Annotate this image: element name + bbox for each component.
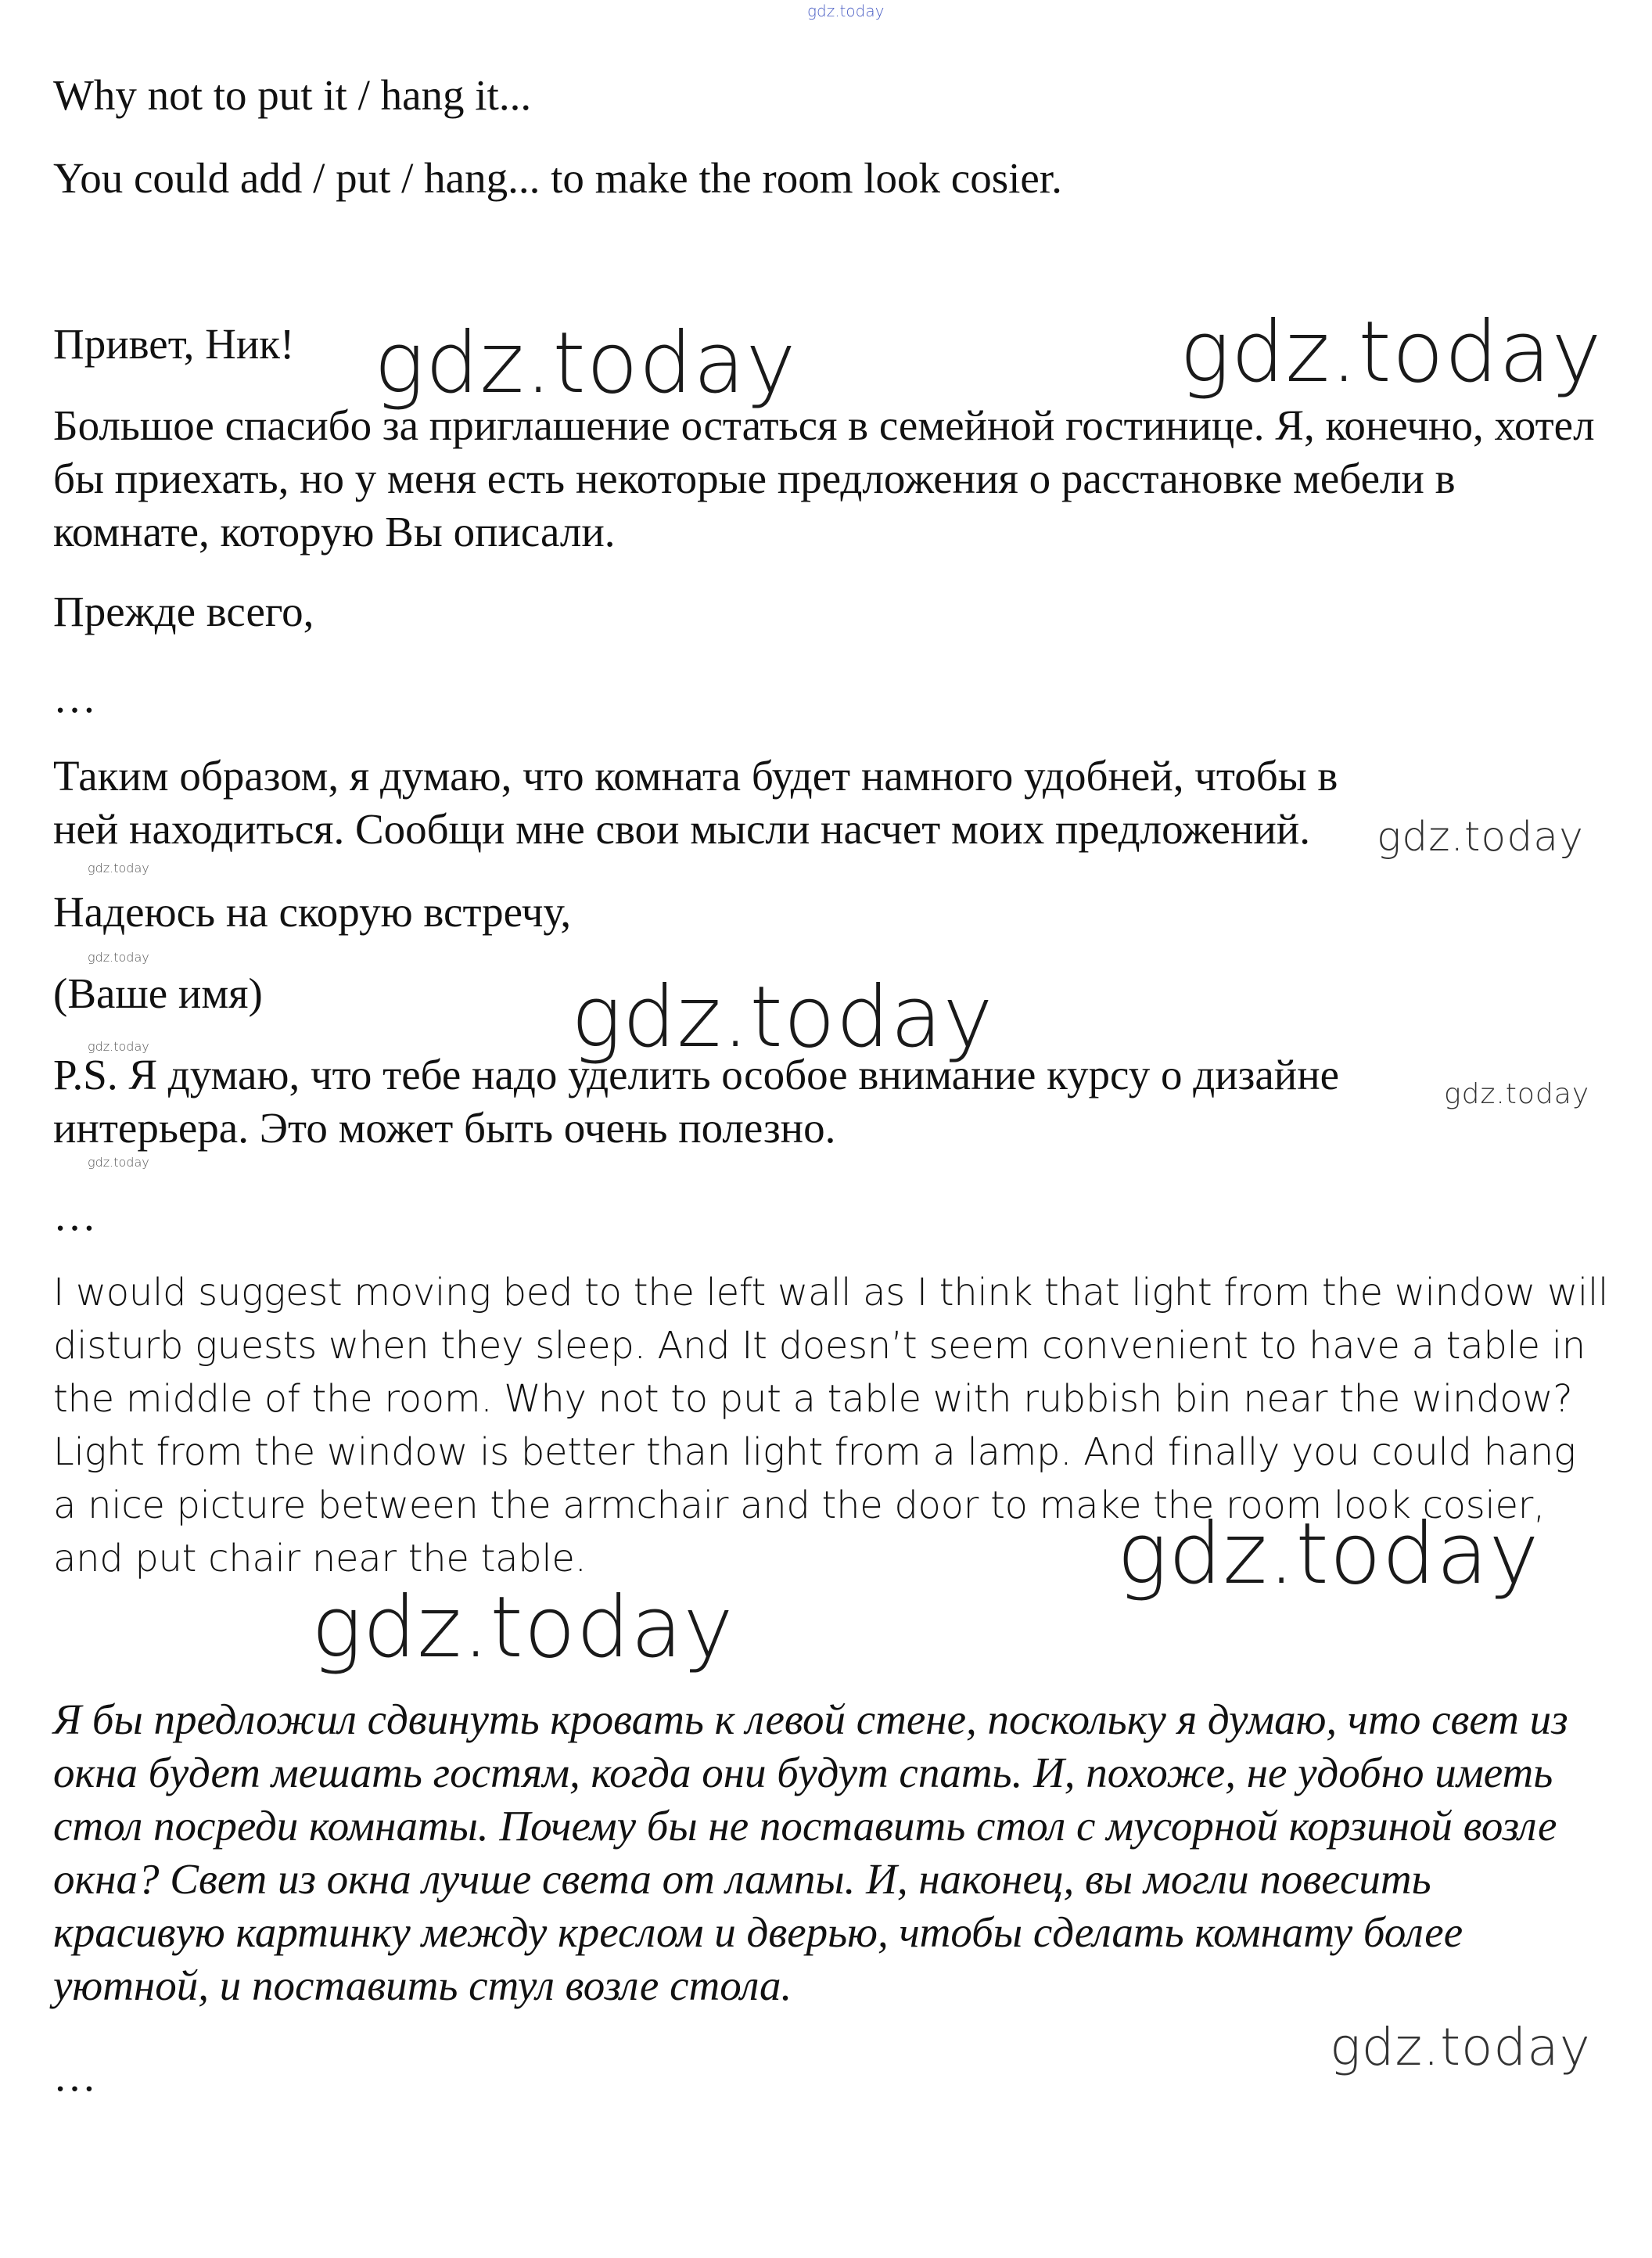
watermark: gdz.today (311, 1579, 734, 1677)
watermark: gdz.today (88, 950, 149, 965)
letter-ellipsis-2: … (53, 1192, 96, 1239)
letter-closing: Надеюсь на скорую встречу, (53, 888, 572, 936)
closing-ellipsis: … (53, 2052, 96, 2100)
watermark: gdz.today (571, 969, 994, 1066)
watermark: gdz.today (374, 315, 797, 412)
watermark: gdz.today (1377, 814, 1584, 861)
watermark: gdz.today (1444, 1078, 1590, 1110)
watermark: gdz.today (1330, 2017, 1591, 2077)
watermark: gdz.today (1180, 304, 1603, 401)
phrase-line-2: You could add / put / hang... to make the room look cosier. (53, 154, 1062, 202)
letter-conclusion: Таким образом, я думаю, что комната будет намного удобней, чтобы в ней находиться. Сообщи мне свои мысли насчет моих предложений. (53, 752, 1338, 853)
watermark: gdz.today (88, 1155, 149, 1170)
letter-signature: (Ваше имя) (53, 969, 263, 1017)
answer-russian: Я бы предложил сдвинуть кровать к левой стене, поскольку я думаю, что свет из окна будет мешать гостям, когда они будут спать. И, похоже, не удобно иметь стол посреди комнаты. Почему бы не поставить стол с мусорной корзиной возле окна? Свет из окна лучше света от лампы. И, наконец, вы могли повесить красивую картинку между креслом и дверью, чтобы сделать комнату более уютной, и поставить стул возле стола. (53, 1695, 1568, 2009)
answer-english: I would suggest moving bed to the left wall as I think that light from the window will disturb guests when they sleep. And It doesn’t seem convenient to have a table in the middle of the room. Why not to put a table with rubbish bin near the window? Light from the window is better than light from a lamp. And finally you could hang a nice picture between the armchair and the door to make the room look cosier, and put chair near the table. (53, 1271, 1609, 1580)
watermark: gdz.today (88, 1039, 149, 1054)
watermark: gdz.today (1117, 1505, 1540, 1603)
phrase-line-1: Why not to put it / hang it... (53, 71, 532, 119)
letter-ps: P.S. Я думаю, что тебе надо уделить особое внимание курсу о дизайне интерьера. Это может быть очень полезно. (53, 1051, 1340, 1152)
letter-intro: Большое спасибо за приглашение остаться в семейной гостинице. Я, конечно, хотел бы приехать, но у меня есть некоторые предложения о расстановке мебели в комнате, которую Вы описали. (53, 401, 1595, 556)
letter-ellipsis-1: … (53, 674, 96, 721)
header-watermark: gdz.today (807, 2, 885, 20)
watermark: gdz.today (88, 861, 149, 876)
letter-greeting: Привет, Ник! (53, 320, 295, 368)
letter-first-of-all: Прежде всего, (53, 588, 314, 635)
